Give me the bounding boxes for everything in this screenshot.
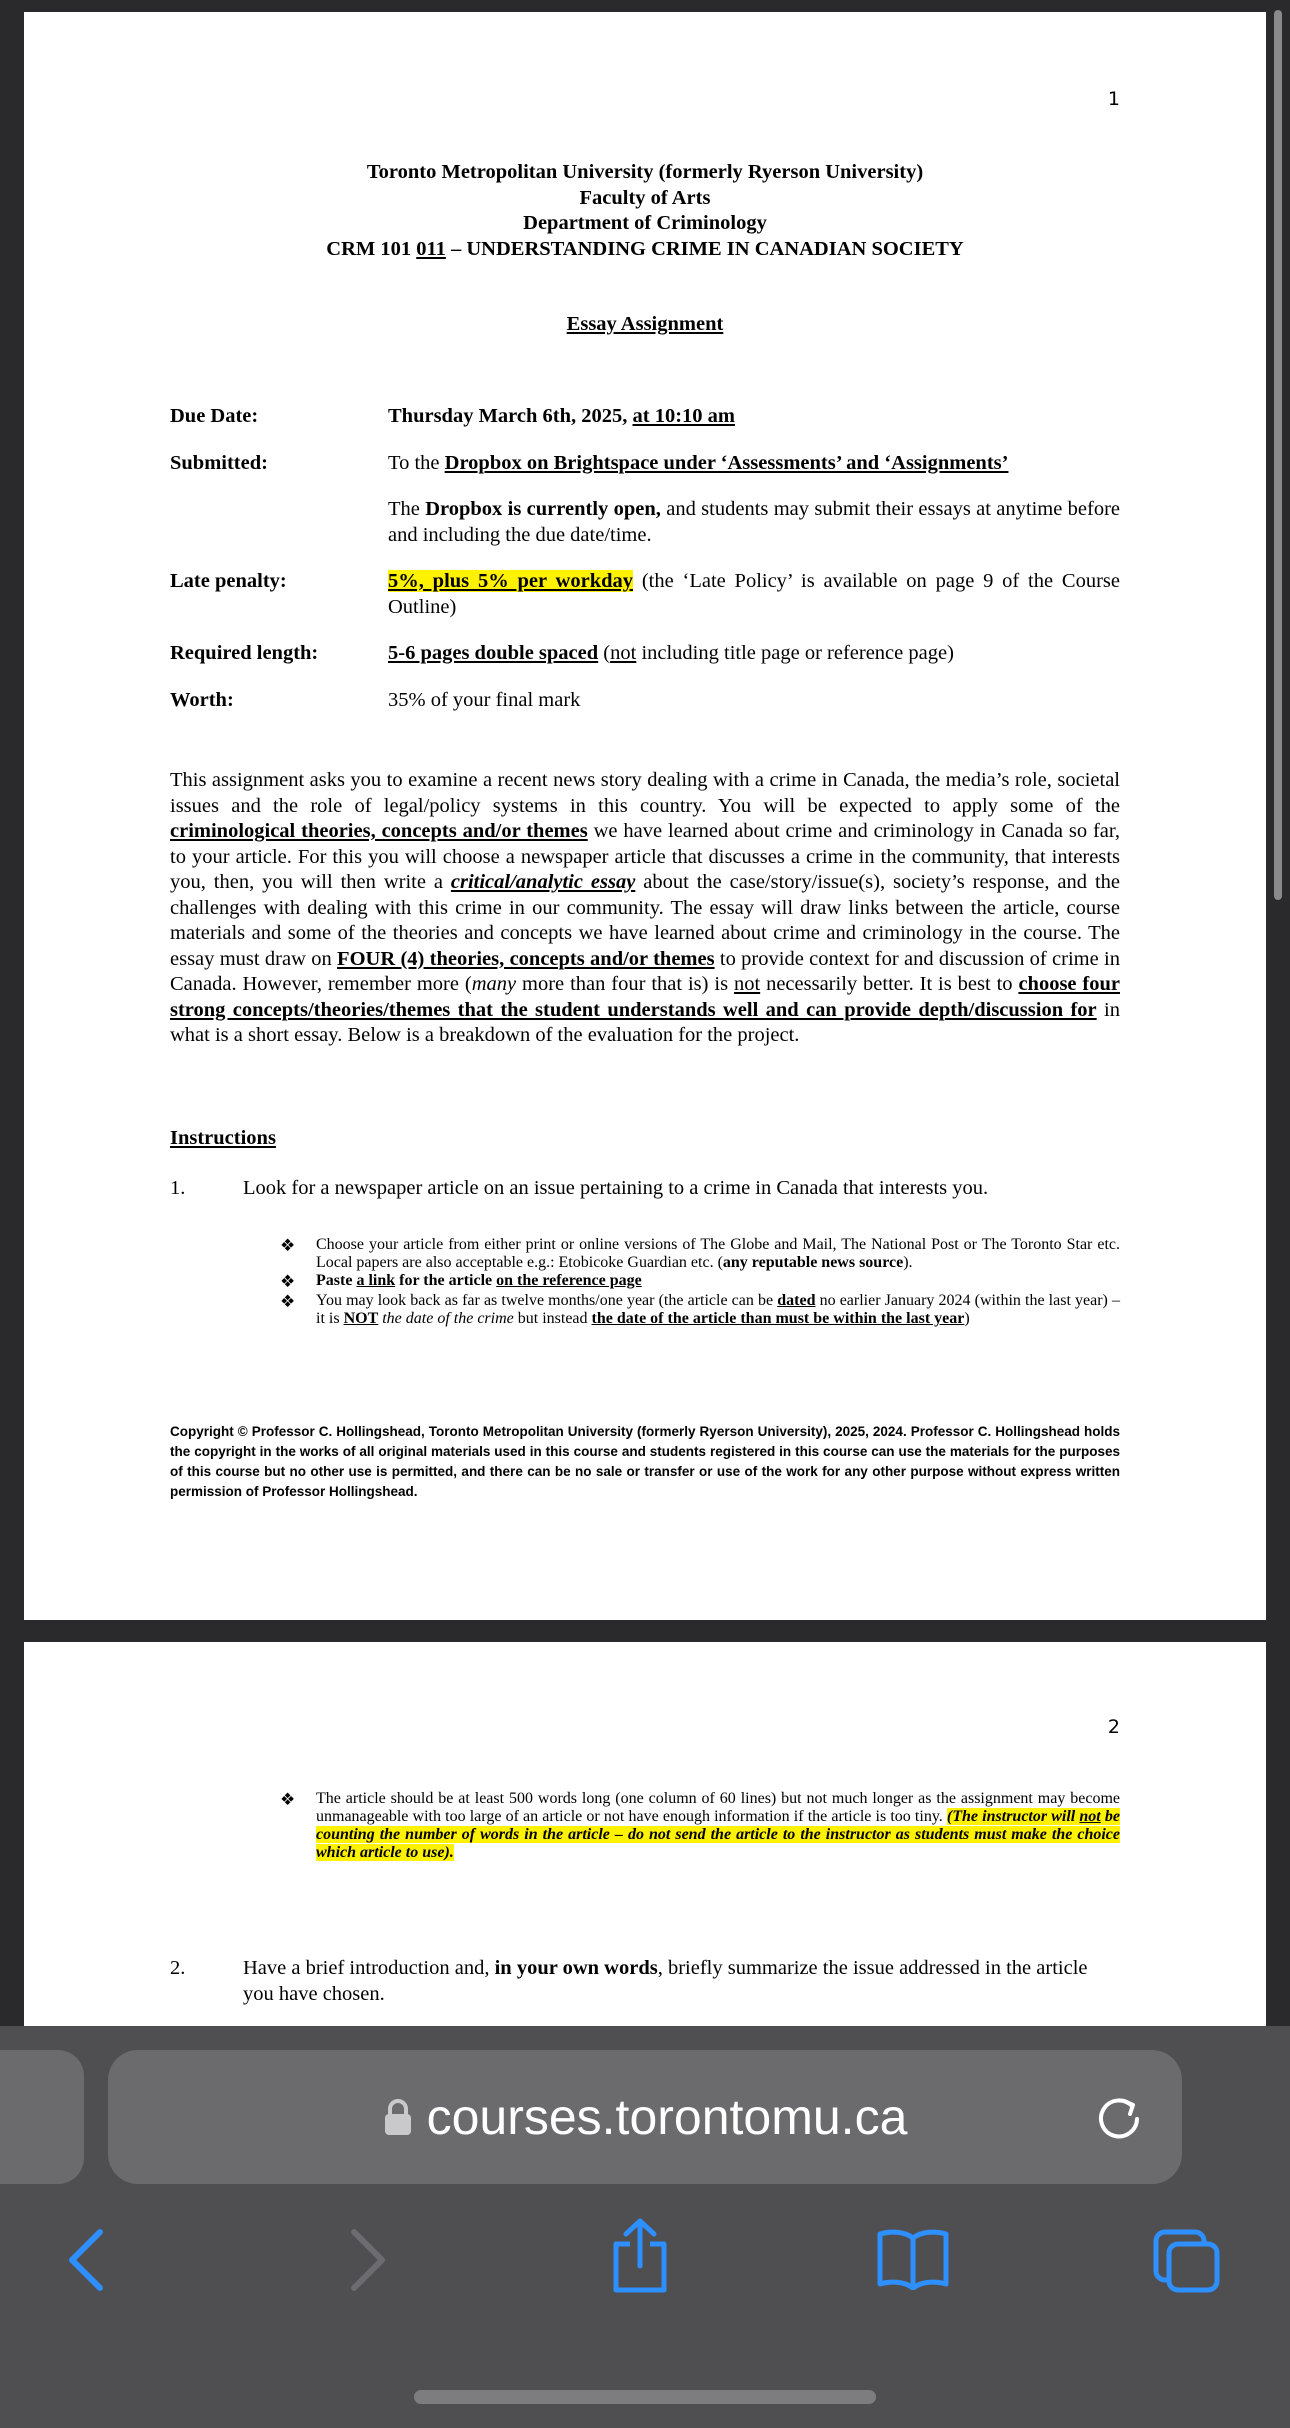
bullet-text-underline: the date of the article than must be within the last year xyxy=(591,1310,965,1327)
diamond-bullet-icon: ❖ xyxy=(280,1292,296,1311)
intro-emphasis: FOUR (4) theories, concepts and/or themes xyxy=(337,947,715,970)
item-text xyxy=(243,1956,1120,2007)
intro-text: about the case/story/issue(s), society’s response, and the challenges with dealing with this crime in our community. The essay will draw links between the article, course materials and some of the theories and concepts we have learned about crime and criminology in the course. The essay must draw on xyxy=(170,871,1120,970)
bullet-item xyxy=(170,1790,1120,1862)
bullet-text-underline: on the reference page xyxy=(496,1272,642,1289)
bullet-text-part: for the article xyxy=(395,1272,497,1289)
bullet-text-highlight: not xyxy=(1079,1808,1101,1825)
bullet-text-part: The article should be at least 500 words long (one column of 60 lines) but not much longer as the assignment may become unmanageable with too large of an article or not have enough information if the article is too tiny. xyxy=(316,1790,1120,1825)
share-icon[interactable] xyxy=(610,2218,670,2299)
assignment-info xyxy=(170,404,1120,734)
address-display[interactable] xyxy=(108,2050,1182,2184)
intro-text: This assignment asks you to examine a recent news story dealing with a crime in Canada, the media’s role, societal issues and the role of legal/policy systems in this country. You will be expected to apply some of the xyxy=(170,769,1120,817)
worth-value: 35% of your final mark xyxy=(388,688,581,711)
bullet-text-part: but instead xyxy=(513,1310,592,1327)
bullet-text-highlight: be counting the number of words in the article – do not send the article to the instructor as students must make the choice which article to use). xyxy=(316,1808,1120,1861)
intro-emphasis: choose four strong concepts/theories/themes that the student understands well and can provide depth/discussion for xyxy=(170,973,1120,1021)
intro-text: in what is a short essay. Below is a breakdown of the evaluation for the project. xyxy=(170,998,1120,1046)
previous-tab-pill[interactable] xyxy=(0,2050,84,2184)
course-section: 011 xyxy=(416,237,446,260)
item-text-part: , briefly summarize the issue addressed in the article you have chosen. xyxy=(243,1957,1088,2005)
late-penalty-label: Late penalty: xyxy=(170,570,287,592)
bullet-list xyxy=(170,1790,1120,1862)
length-value xyxy=(388,641,1120,667)
bullet-text-part: You may look back as far as twelve months/one year (the article can be xyxy=(316,1292,778,1309)
university-name: Toronto Metropolitan University (formerly Ryerson University) xyxy=(366,161,924,183)
tabs-icon[interactable] xyxy=(1152,2228,1222,2299)
note-open: Dropbox is currently open, xyxy=(425,498,661,520)
intro-underline: not xyxy=(733,973,761,995)
worth-row xyxy=(170,688,1120,714)
item-text-part: Have a brief introduction and, xyxy=(243,1957,495,1979)
item-number: 2. xyxy=(170,1957,186,1979)
faculty-name: Faculty of Arts xyxy=(579,186,711,209)
intro-text: more than four that is) is xyxy=(516,973,734,995)
intro-paragraph xyxy=(170,768,1120,1049)
bullet-text-part: Paste xyxy=(316,1272,357,1289)
instruction-item-2 xyxy=(170,1956,1120,2007)
course-name: – UNDERSTANDING CRIME IN CANADIAN SOCIETY xyxy=(445,237,964,260)
diamond-bullet-icon: ❖ xyxy=(280,1236,296,1255)
bullet-text xyxy=(316,1236,1120,1272)
late-penalty-rate: 5%, plus 5% per workday xyxy=(388,570,634,592)
page-number: 1 xyxy=(1107,88,1120,110)
bullet-text-part: Choose your article from either print or online versions of The Globe and Mail, The National Post or The Toronto Star etc. Local papers are also acceptable e.g.: Etobicoke Guardian etc. ( xyxy=(316,1236,1120,1271)
bullet-text-bold: any reputable news source xyxy=(722,1254,904,1271)
document-page-1 xyxy=(24,12,1266,1620)
intro-emphasis: critical/analytic essay xyxy=(450,871,636,893)
due-time: at 10:10 am xyxy=(632,405,735,427)
url-text[interactable]: courses.torontomu.ca xyxy=(426,2089,908,2145)
due-date: Thursday March 6th, 2025, xyxy=(388,405,633,427)
submitted-label: Submitted: xyxy=(170,451,268,474)
bullet-text-part: ) xyxy=(964,1310,970,1327)
length-paren: ( xyxy=(598,642,611,664)
course-title xyxy=(170,237,1120,263)
worth-label: Worth: xyxy=(170,688,234,711)
bullet-text-underline: dated xyxy=(777,1292,816,1309)
bullet-text xyxy=(316,1790,1120,1862)
bullet-text-italic: the date of the crime xyxy=(378,1310,514,1327)
item-text: Look for a newspaper article on an issue pertaining to a crime in Canada that interests you. xyxy=(243,1177,989,1199)
instruction-item-1 xyxy=(170,1176,1120,1202)
back-icon[interactable] xyxy=(64,2228,108,2297)
intro-text: to provide context for and discussion of crime in Canada. However, remember more ( xyxy=(170,947,1120,995)
bullet-item xyxy=(170,1292,1120,1328)
page-number: 2 xyxy=(1107,1716,1120,1738)
item-text-bold: in your own words xyxy=(494,1957,658,1979)
length-not: not xyxy=(610,642,637,664)
diamond-bullet-icon: ❖ xyxy=(280,1272,296,1291)
scrollbar[interactable] xyxy=(1274,10,1282,900)
forward-icon[interactable] xyxy=(346,2228,390,2297)
bullet-text-part: no earlier January 2024 (within the last year) – it is xyxy=(316,1292,1120,1327)
item-number: 1. xyxy=(170,1177,186,1199)
intro-emphasis: criminological theories, concepts and/or themes xyxy=(170,820,588,842)
essay-title: Essay Assignment xyxy=(566,313,724,335)
length-row xyxy=(170,641,1120,667)
dropbox-location: Dropbox on Brightspace under ‘Assessments’ and ‘Assignments’ xyxy=(444,451,1009,474)
submitted-row xyxy=(170,451,1120,477)
bullet-list xyxy=(170,1236,1120,1328)
length-pages: 5-6 pages double spaced xyxy=(388,642,599,664)
dropbox-note-row xyxy=(170,497,1120,548)
copyright-notice: Copyright © Professor C. Hollingshead, Toronto Metropolitan University (formerly Ryerson University), 2025, 2024. Professor C. Hollingshead holds the copyright in the works of all original materials used in this course and students registered in this course can use the materials for the purposes of this course but no other use is permitted, and there can be no sale or transfer or use of the work for any other purpose without express written permission of Professor Hollingshead. xyxy=(170,1424,1120,1499)
lock-icon xyxy=(383,2098,413,2136)
instructions-heading: Instructions xyxy=(170,1127,276,1149)
home-indicator[interactable] xyxy=(414,2390,876,2404)
note-prefix: The xyxy=(388,498,426,520)
reload-icon[interactable] xyxy=(1094,2092,1144,2147)
submitted-prefix: To the xyxy=(388,451,445,474)
late-penalty-value xyxy=(388,569,1120,620)
bullet-text-part: ). xyxy=(903,1254,913,1271)
intro-text: necessarily better. It is best to xyxy=(760,973,1019,995)
intro-italic: many xyxy=(471,973,517,995)
due-date-label: Due Date: xyxy=(170,405,259,427)
due-date-row xyxy=(170,404,1120,430)
bullet-item xyxy=(170,1272,1120,1292)
empty-label xyxy=(170,497,388,548)
dropbox-note xyxy=(388,497,1120,548)
bullet-text xyxy=(316,1272,1120,1292)
late-penalty-row xyxy=(170,569,1120,620)
length-label: Required length: xyxy=(170,642,319,664)
late-policy-note: (the ‘Late Policy’ is available on page 9 of the Course Outline) xyxy=(388,570,1120,618)
bullet-text-highlight: (The instructor will xyxy=(946,1808,1080,1825)
note-rest: and students may submit their essays at anytime before and including the due date/time. xyxy=(388,498,1121,546)
bullet-text-underline: a link xyxy=(356,1272,396,1289)
intro-text: we have learned about crime and criminology in Canada so far, to your article. For this you will choose a newspaper article that discusses a crime in the community, that interests you, then, you will then write a xyxy=(170,820,1120,893)
due-date-value xyxy=(388,404,1120,430)
course-code: CRM 101 xyxy=(326,237,417,260)
bullet-text xyxy=(316,1292,1120,1328)
bullet-text-underline: NOT xyxy=(343,1310,379,1327)
department-name: Department of Criminology xyxy=(523,212,767,234)
course-header xyxy=(170,160,1120,262)
document-page-2 xyxy=(24,1642,1266,2062)
length-note: including title page or reference page) xyxy=(636,642,954,664)
bookmarks-icon[interactable] xyxy=(876,2228,950,2295)
diamond-bullet-icon: ❖ xyxy=(280,1790,296,1809)
bullet-item xyxy=(170,1236,1120,1272)
submitted-value xyxy=(388,451,1120,477)
address-bar[interactable] xyxy=(108,2050,1182,2184)
